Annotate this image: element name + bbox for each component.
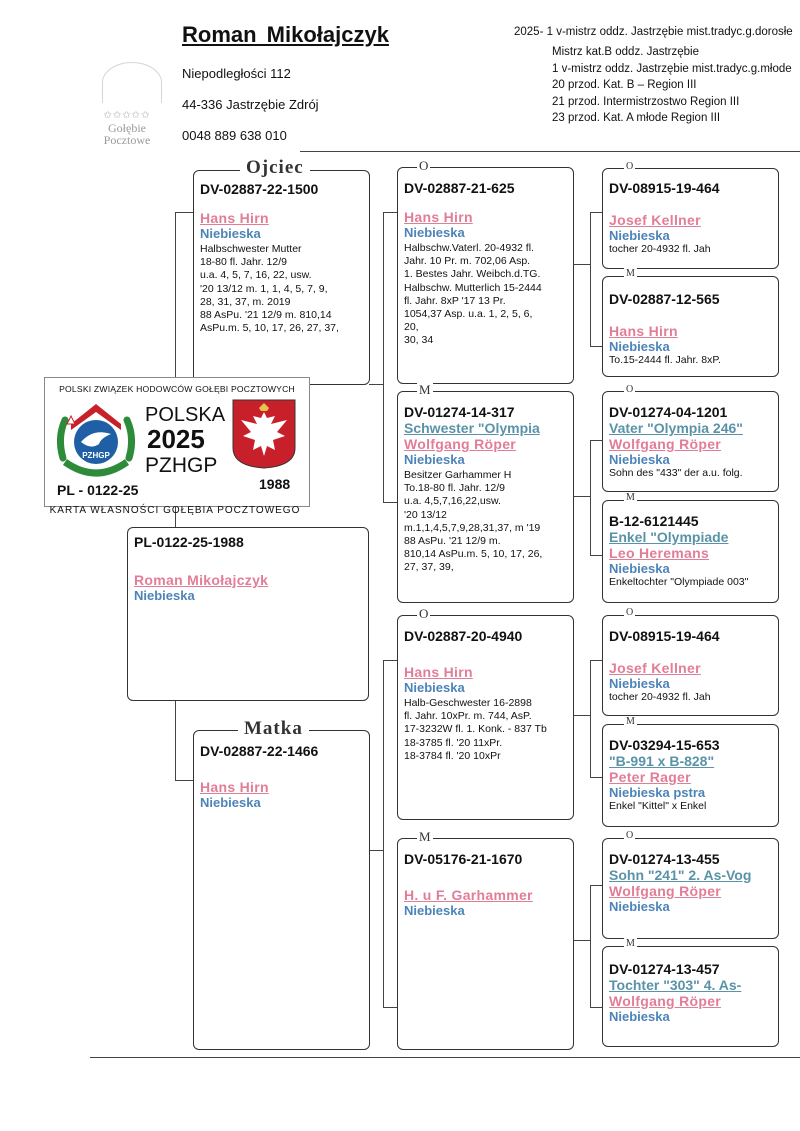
- connector: [175, 700, 176, 780]
- mm-breeder: H. u F. Garhammer: [404, 887, 533, 903]
- connector: [590, 885, 591, 1007]
- desc-line: '20 13/12: [404, 508, 447, 521]
- fmf-ring: DV-01274-04-1201: [609, 404, 728, 420]
- logo-stars: ✩✩✩✩✩: [103, 110, 151, 121]
- subject-breeder: Roman Mikołajczyk: [134, 572, 269, 588]
- logo-line2: Pocztowe: [103, 133, 151, 147]
- desc-line: Halb-Geschwester 16-2898: [404, 697, 532, 709]
- connector: [590, 346, 602, 347]
- mmf-color: Niebieska: [609, 899, 670, 914]
- logo: [92, 110, 162, 146]
- mmf-breeder: Wolfgang Röper: [609, 883, 722, 899]
- desc-line: 1054,37 Asp. u.a. 1, 2, 5, 6,: [404, 308, 533, 321]
- header-rule: [300, 151, 800, 152]
- mm-color: Niebieska: [404, 903, 465, 918]
- ownership-card: [44, 377, 310, 507]
- mother-label: Matka: [238, 718, 309, 740]
- fmm-color: Niebieska: [609, 561, 670, 576]
- connector: [369, 384, 383, 385]
- desc-line: Halbschw. Mutterlich 15-2444: [404, 281, 542, 294]
- fmm-desc: Enkeltochter "Olympiade 003": [609, 576, 749, 588]
- fmm-name: Enkel "Olympiade: [609, 529, 729, 545]
- connector: [574, 940, 590, 941]
- fmf-color: Niebieska: [609, 452, 670, 467]
- card-org: PZHGP: [145, 454, 218, 477]
- connector: [175, 780, 193, 781]
- fff-color: Niebieska: [609, 228, 670, 243]
- mmf-box: [602, 838, 779, 939]
- fm-ring: DV-01274-14-317: [404, 404, 515, 420]
- logo-line1: Gołębie: [108, 121, 146, 135]
- fff-box: [602, 168, 779, 269]
- fm-name: Schwester "Olympia: [404, 420, 540, 436]
- mmm-name: Tochter "303" 4. As-: [609, 977, 742, 993]
- logo-arc: [102, 62, 162, 103]
- connector: [369, 850, 383, 851]
- badge-text: PZHGP: [82, 451, 110, 460]
- ffm-color: Niebieska: [609, 339, 670, 354]
- mother-breeder: Hans Hirn: [200, 779, 269, 795]
- card-ring-prefix: PL - 0122-25: [57, 482, 139, 498]
- connector: [574, 264, 590, 265]
- father-box: [193, 170, 370, 385]
- connector: [590, 777, 602, 778]
- fff-sex-label: O: [626, 161, 634, 172]
- connector: [590, 440, 602, 441]
- fff-ring: DV-08915-19-464: [609, 180, 720, 196]
- desc-line: 17-3232W fl. 1. Konk. - 837 Tb: [404, 723, 547, 736]
- fmf-name: Vater "Olympia 246": [609, 420, 743, 436]
- desc-line: m.1,1,4,5,7,9,28,31,37, m '19: [404, 521, 541, 534]
- mff-color: Niebieska: [609, 676, 670, 691]
- desc-line: fl. Jahr. 8xP '17 13 Pr.: [404, 294, 506, 307]
- ff-ring: DV-02887-21-625: [404, 180, 515, 196]
- mfm-name: "B-991 x B-828": [609, 753, 715, 769]
- desc-line: '20 13/12 m. 1, 1, 4, 5, 7, 9,: [200, 282, 328, 295]
- mf-breeder: Hans Hirn: [404, 664, 473, 680]
- fmf-desc: Sohn des "433" der a.u. folg.: [609, 467, 743, 479]
- fm-desc: [404, 469, 567, 575]
- connector: [175, 212, 193, 213]
- mfm-breeder: Peter Rager: [609, 769, 691, 785]
- mf-sex-label: O: [419, 606, 429, 621]
- mff-desc: tocher 20-4932 fl. Jah: [609, 691, 711, 703]
- fff-breeder: Josef Kellner: [609, 212, 701, 228]
- connector: [574, 715, 590, 716]
- mmf-name: Sohn "241" 2. As-Vog: [609, 867, 752, 883]
- connector: [590, 885, 602, 886]
- desc-line: Halbschw.Vaterl. 20-4932 fl.: [404, 242, 534, 254]
- connector: [590, 555, 602, 556]
- desc-line: Jahr. 10 Pr. m. 702,06 Asp.: [404, 255, 531, 268]
- mmm-ring: DV-01274-13-457: [609, 961, 720, 977]
- father-breeder: Hans Hirn: [200, 210, 269, 226]
- desc-line: 20,: [404, 321, 419, 334]
- mm-ring: DV-05176-21-1670: [404, 851, 523, 867]
- owner-city: 44-336 Jastrzębie Zdrój: [182, 97, 319, 112]
- desc-line: 27, 37, 39,: [404, 561, 454, 574]
- fmf-sex-label: O: [626, 384, 634, 395]
- mother-color: Niebieska: [200, 795, 261, 810]
- father-ring: DV-02887-22-1500: [200, 181, 319, 197]
- mf-desc: [404, 697, 567, 763]
- mm-box: [397, 838, 574, 1050]
- father-color: Niebieska: [200, 226, 261, 241]
- desc-line: u.a. 4,5,7,16,22,usw.: [404, 495, 501, 508]
- card-year: 2025: [147, 424, 205, 454]
- desc-line: AsPu.m. 5, 10, 17, 26, 27, 37,: [200, 322, 339, 335]
- mf-ring: DV-02887-20-4940: [404, 628, 523, 644]
- connector: [383, 502, 397, 503]
- subject-box: [127, 527, 369, 701]
- desc-line: Halbschwester Mutter: [200, 243, 302, 255]
- subject-color: Niebieska: [134, 588, 195, 603]
- desc-line: fl. Jahr. 10xPr. m. 744, AsP.: [404, 710, 532, 723]
- achievement-line: 2025- 1 v-mistrz oddz. Jastrzębie mist.tradyc.g.dorosłe: [514, 26, 793, 38]
- card-ring-suffix: 1988: [259, 476, 291, 492]
- desc-line: 88 AsPu. '21 12/9 m.: [404, 535, 501, 548]
- mff-box: [602, 615, 779, 716]
- fmf-breeder: Wolfgang Röper: [609, 436, 722, 452]
- father-label: Ojciec: [240, 157, 310, 179]
- mother-box: [193, 730, 370, 1050]
- mff-breeder: Josef Kellner: [609, 660, 701, 676]
- desc-line: To.18-80 fl. Jahr. 12/9: [404, 482, 505, 495]
- pzhgp-badge-icon: [53, 398, 139, 480]
- mf-box: [397, 615, 574, 820]
- fm-color: Niebieska: [404, 452, 465, 467]
- connector: [383, 212, 384, 502]
- connector: [590, 440, 591, 555]
- connector: [590, 660, 602, 661]
- ff-box: [397, 167, 574, 384]
- card-union: POLSKI ZWIĄZEK HODOWCÓW GOŁĘBI POCZTOWYCH: [59, 384, 295, 394]
- owner-name: Roman Mikołajczyk: [182, 22, 389, 47]
- desc-line: 18-3784 fl. '20 10xPr: [404, 749, 501, 762]
- fm-sex-label: M: [419, 382, 431, 397]
- ffm-breeder: Hans Hirn: [609, 323, 678, 339]
- mff-ring: DV-08915-19-464: [609, 628, 720, 644]
- mfm-color: Niebieska pstra: [609, 785, 706, 800]
- fm-breeder: Wolfgang Röper: [404, 436, 517, 452]
- father-desc: [200, 243, 363, 335]
- achievement-line: 21 przod. Intermistrzostwo Region III: [552, 95, 740, 108]
- fmm-breeder: Leo Heremans: [609, 545, 710, 561]
- mmm-breeder: Wolfgang Röper: [609, 993, 722, 1009]
- mmm-box: [602, 946, 779, 1047]
- connector: [590, 212, 591, 346]
- desc-line: 30, 34: [404, 334, 434, 347]
- connector: [383, 660, 384, 1007]
- mmm-color: Niebieska: [609, 1009, 670, 1024]
- ffm-sex-label: M: [626, 268, 635, 279]
- owner-street: Niepodległości 112: [182, 66, 291, 81]
- desc-line: 1. Bestes Jahr. Weibch.d.TG.: [404, 268, 541, 281]
- connector: [590, 212, 602, 213]
- achievement-line: Mistrz kat.B oddz. Jastrzębie: [552, 46, 699, 58]
- connector: [590, 1007, 602, 1008]
- ffm-ring: DV-02887-12-565: [609, 291, 720, 307]
- connector: [383, 660, 397, 661]
- mmf-ring: DV-01274-13-455: [609, 851, 720, 867]
- desc-line: Besitzer Garhammer H: [404, 469, 512, 481]
- desc-line: 88 AsPu. '21 12/9 m. 810,14: [200, 309, 332, 322]
- footer-rule: [90, 1057, 800, 1058]
- mmm-sex-label: M: [626, 938, 635, 949]
- ff-color: Niebieska: [404, 225, 465, 240]
- achievement-list: [552, 44, 792, 127]
- fmm-sex-label: M: [626, 492, 635, 503]
- mfm-ring: DV-03294-15-653: [609, 737, 720, 753]
- mm-sex-label: M: [419, 829, 431, 844]
- polish-eagle-icon: [231, 398, 297, 470]
- fm-box: [397, 391, 574, 603]
- connector: [574, 496, 590, 497]
- fmf-box: [602, 391, 779, 492]
- mfm-desc: Enkel "Kittel" x Enkel: [609, 800, 707, 812]
- mmf-sex-label: O: [626, 830, 634, 841]
- connector: [383, 212, 397, 213]
- mfm-box: [602, 724, 779, 827]
- card-country: POLSKA: [145, 404, 226, 426]
- connector: [590, 660, 591, 777]
- achievement-line: 23 przod. Kat. A młode Region III: [552, 112, 721, 124]
- mf-color: Niebieska: [404, 680, 465, 695]
- desc-line: 18-3785 fl. '20 11xPr.: [404, 736, 503, 749]
- desc-line: 810,14 AsPu.m. 5, 10, 17, 26,: [404, 548, 543, 561]
- achievement-line: 20 przod. Kat. B – Region III: [552, 79, 697, 91]
- ffm-box: [602, 276, 779, 377]
- card-caption: KARTA WŁASNOŚCI GOŁĘBIA POCZTOWEGO: [49, 505, 301, 516]
- desc-line: u.a. 4, 5, 7, 16, 22, usw.: [200, 269, 312, 282]
- fff-desc: tocher 20-4932 fl. Jah: [609, 243, 711, 255]
- mother-ring: DV-02887-22-1466: [200, 743, 319, 759]
- mfm-sex-label: M: [626, 716, 635, 727]
- fmm-ring: B-12-6121445: [609, 513, 699, 529]
- ff-desc: [404, 242, 567, 348]
- ff-breeder: Hans Hirn: [404, 209, 473, 225]
- connector: [383, 1007, 397, 1008]
- mff-sex-label: O: [626, 607, 634, 618]
- ff-sex-label: O: [419, 158, 429, 173]
- fmm-box: [602, 500, 779, 603]
- desc-line: 18-80 fl. Jahr. 12/9: [200, 256, 287, 269]
- subject-ring: PL-0122-25-1988: [134, 534, 244, 550]
- ffm-desc: To.15-2444 fl. Jahr. 8xP.: [609, 354, 721, 366]
- achievement-line: 1 v-mistrz oddz. Jastrzębie mist.tradyc.g.młode: [552, 62, 792, 75]
- desc-line: 28, 31, 37, m. 2019: [200, 295, 291, 308]
- owner-phone: 0048 889 638 010: [182, 128, 287, 143]
